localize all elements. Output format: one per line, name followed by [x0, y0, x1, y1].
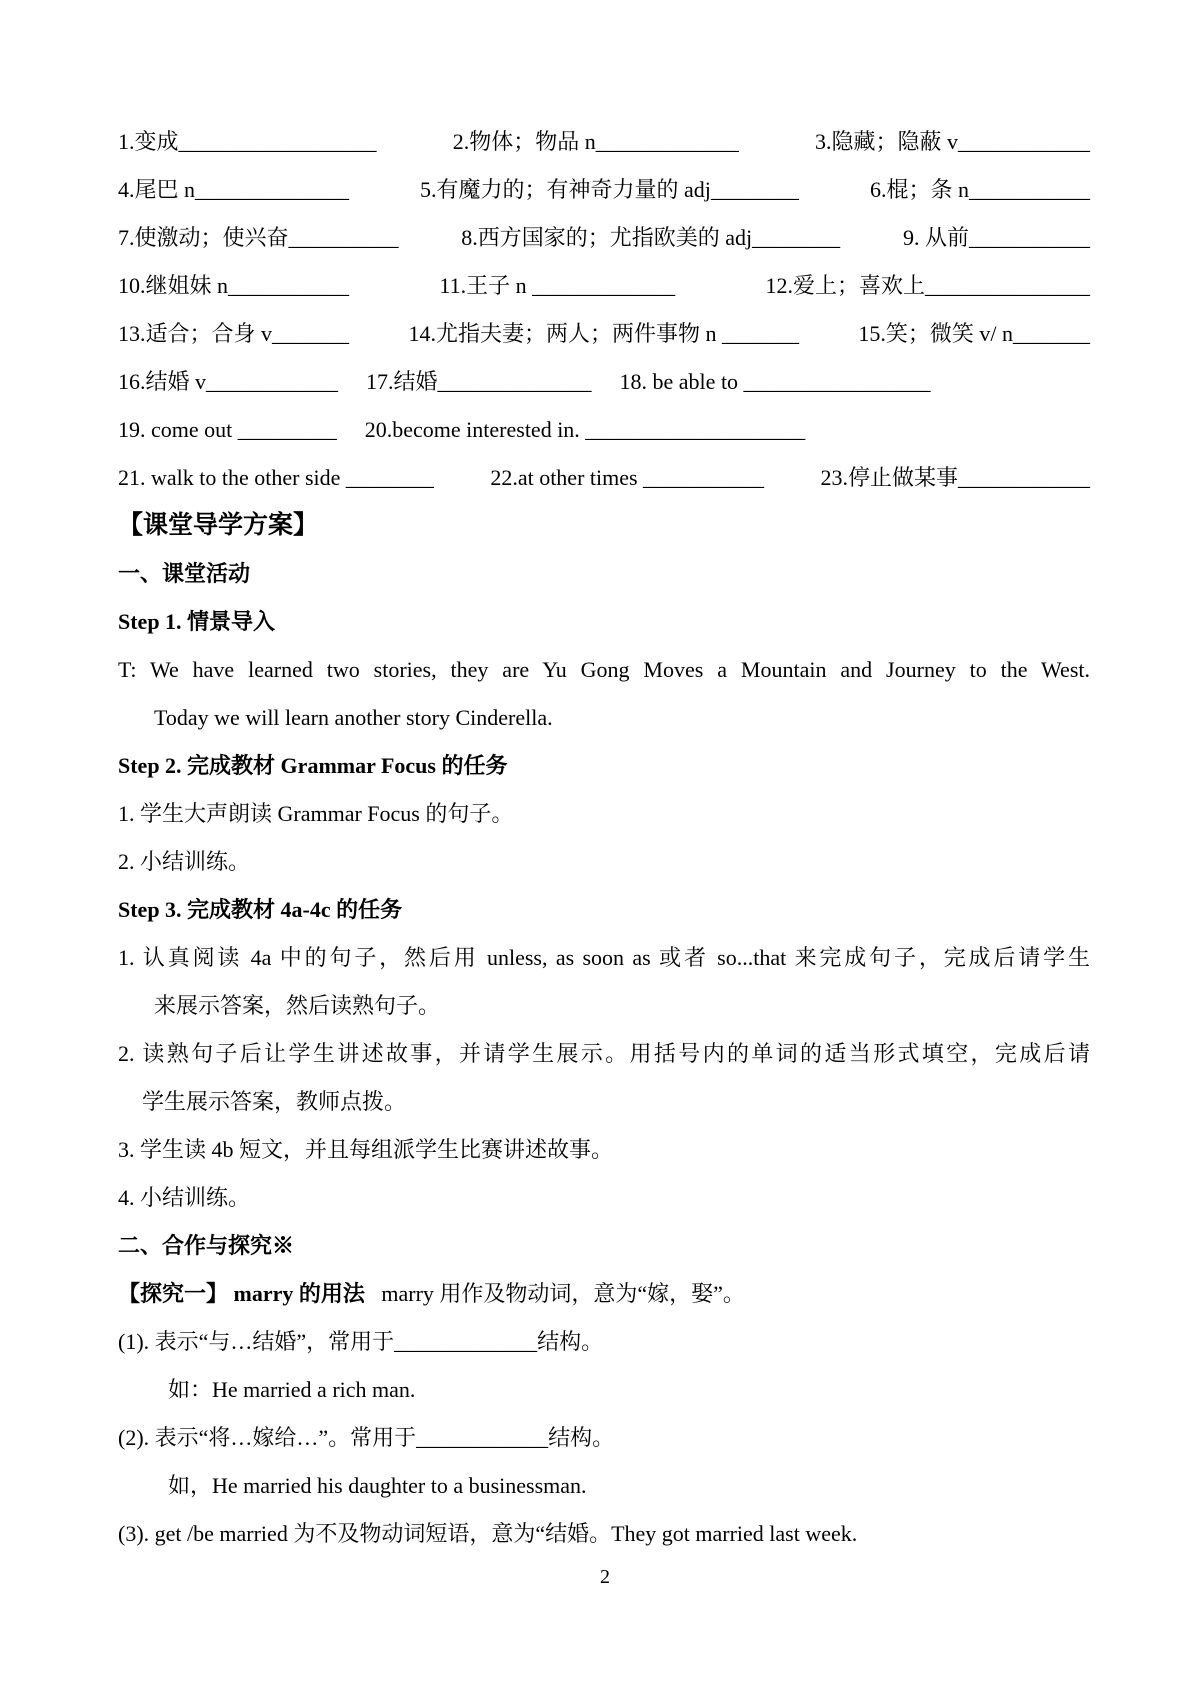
vocab-row [118, 406, 1090, 454]
vocab-item: 3.隐藏；隐蔽 v____________ [814, 129, 1090, 154]
step2-title: Step 2. 完成教材 Grammar Focus 的任务 [118, 753, 508, 778]
vocab-row [118, 166, 1090, 214]
part2-title: 二、合作与探究※ [118, 1233, 295, 1258]
explore1-label: 【探究一】 marry 的用法 [118, 1281, 365, 1306]
worksheet-page [118, 118, 1090, 1558]
vocab-item: 1.变成__________________ [118, 129, 377, 154]
vocab-item: 15.笑；微笑 v/ n_______ [858, 321, 1090, 346]
vocab-item: 21. walk to the other side ________ [118, 465, 434, 490]
vocab-row [118, 262, 1090, 310]
step3-item: 4. 小结训练。 [118, 1185, 251, 1210]
step2-item: 1. 学生大声朗读 Grammar Focus 的句子。 [118, 801, 514, 826]
vocab-row [118, 118, 1090, 166]
vocab-item: 13.适合；合身 v_______ [118, 321, 350, 346]
usage-point: (3). get /be married 为不及物动词短语，意为“结婚。They got married last week. [118, 1521, 858, 1546]
vocab-item: 11.王子 n _____________ [439, 273, 676, 298]
vocab-row [118, 310, 1090, 358]
vocab-item: 14.尤指夫妻；两人；两件事物 n _______ [408, 321, 799, 346]
vocab-item: 10.继姐妹 n___________ [118, 273, 350, 298]
part1-title: 一、课堂活动 [118, 561, 251, 586]
step1-title: Step 1. 情景导入 [118, 609, 276, 634]
vocabulary-exercise [118, 118, 1090, 502]
step3-item-cont: 学生展示答案，教师点拨。 [142, 1089, 407, 1114]
vocab-row [118, 214, 1090, 262]
usage-example: 如：He married a rich man. [168, 1377, 416, 1402]
vocab-item: 6.棍；条 n___________ [869, 177, 1090, 202]
vocab-item: 23.停止做某事____________ [820, 465, 1090, 490]
vocab-item: 17.结婚______________ [366, 369, 592, 394]
explore1-desc: marry 用作及物动词，意为“嫁，娶”。 [381, 1281, 745, 1306]
vocab-item: 9. 从前___________ [902, 225, 1090, 250]
vocab-item: 5.有魔力的；有神奇力量的 adj________ [420, 177, 799, 202]
section-title: 【课堂导学方案】 [118, 512, 319, 539]
step3-item-cont: 来展示答案，然后读熟句子。 [154, 993, 441, 1018]
usage-point: (1). 表示“与…结婚”，常用于_____________结构。 [118, 1329, 604, 1354]
vocab-row [118, 454, 1090, 502]
step3-item: 3. 学生读 4b 短文，并且每组派学生比赛讲述故事。 [118, 1137, 614, 1162]
step1-text-cont: Today we will learn another story Cinderella. [154, 705, 553, 730]
page-number: 2 [600, 1566, 610, 1588]
vocab-item: 8.西方国家的；尤指欧美的 adj________ [461, 225, 841, 250]
step3-item: 1. 认真阅读 4a 中的句子，然后用 unless, as soon as 或者 so...that 来完成句子，完成后请学生 [118, 945, 1090, 970]
usage-point: (2). 表示“将…嫁给…”。常用于____________结构。 [118, 1425, 615, 1450]
step3-item: 2. 读熟句子后让学生讲述故事，并请学生展示。用括号内的单词的适当形式填空，完成后请 [118, 1041, 1090, 1066]
vocab-row [118, 358, 1090, 406]
vocab-item: 4.尾巴 n______________ [118, 177, 350, 202]
vocab-item: 20.become interested in. ____________________ [364, 417, 806, 442]
usage-example: 如，He married his daughter to a businessman. [168, 1473, 587, 1498]
vocab-item: 7.使激动；使兴奋__________ [118, 225, 399, 250]
vocab-item: 22.at other times ___________ [490, 465, 765, 490]
step1-text: T: We have learned two stories, they are Yu Gong Moves a Mountain and Journey to the West. [118, 657, 1090, 682]
vocab-item: 19. come out _________ [118, 417, 337, 442]
vocab-item: 2.物体；物品 n_____________ [452, 129, 739, 154]
vocab-item: 12.爱上；喜欢上_______________ [765, 273, 1090, 298]
vocab-item: 16.结婚 v____________ [118, 369, 339, 394]
step2-item: 2. 小结训练。 [118, 849, 251, 874]
step3-title: Step 3. 完成教材 4a-4c 的任务 [118, 897, 403, 922]
explore1-heading [118, 1270, 1090, 1318]
vocab-item: 18. be able to _________________ [619, 369, 931, 394]
